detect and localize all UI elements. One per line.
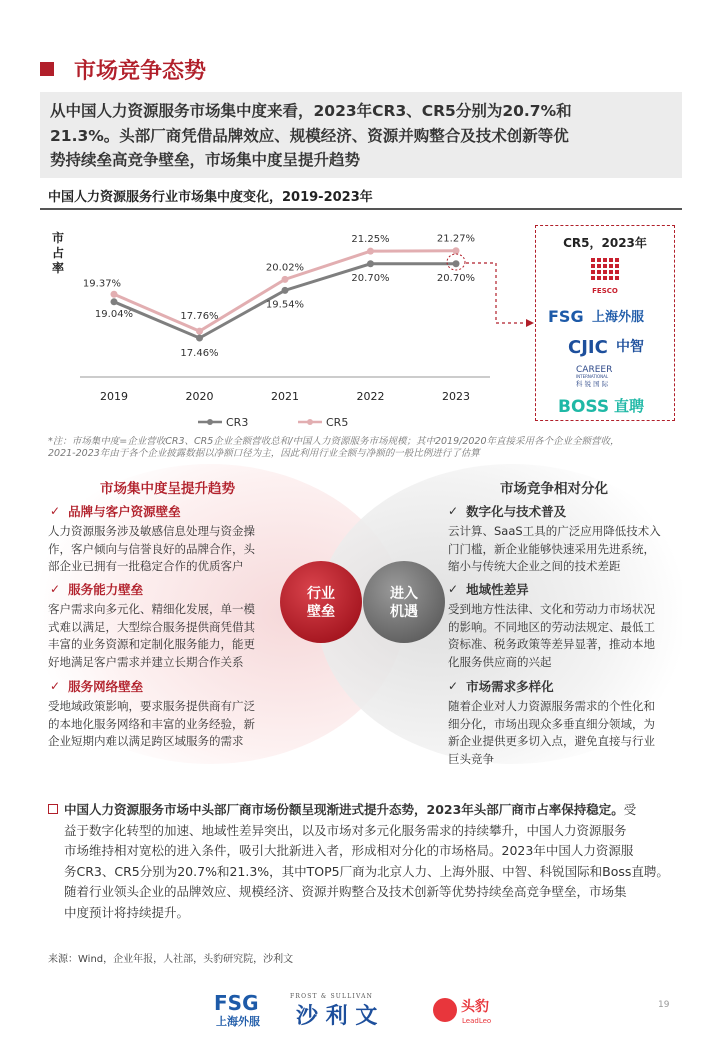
- data-point-cr3: [111, 298, 118, 305]
- bullet-box-icon: [48, 804, 58, 814]
- title-marker: [40, 62, 54, 76]
- chart-title: 中国人力资源服务行业市场集中度变化，2019-2023年: [48, 190, 373, 205]
- x-tick-label: 2022: [356, 390, 385, 403]
- leadleo-logo: [433, 998, 491, 1025]
- venn-right-title: 市场竞争相对分化: [500, 481, 608, 497]
- svg-text:中智: 中智: [616, 339, 644, 355]
- cr5-logo-panel: [535, 225, 675, 421]
- data-label-cr3: 20.70%: [436, 272, 476, 284]
- data-label-cr5: 19.37%: [82, 278, 122, 290]
- svg-text:FROST & SULLIVAN: FROST & SULLIVAN: [290, 993, 374, 1000]
- data-label-cr3: 17.46%: [180, 348, 219, 360]
- check-icon: ✓: [448, 679, 459, 693]
- summary-line-1: 从中国人力资源服务市场集中度来看，2023年CR3、CR5分别为20.7%和: [50, 102, 572, 120]
- page-number: 19: [658, 1000, 670, 1010]
- cjic-logo: [568, 337, 644, 358]
- footer-logos: [0, 990, 720, 1030]
- data-label-cr5: 17.76%: [180, 311, 219, 323]
- data-label-cr3: 19.54%: [265, 299, 305, 311]
- brand-barrier-text: 人力资源服务涉及敏感信息处理与资金操 作，客户倾向与信誉良好的品牌合作，头 部企业已拥有一批稳定合作的优质客户: [48, 524, 255, 573]
- frost-sullivan-logo: [290, 993, 377, 1029]
- svg-text:CJIC: CJIC: [568, 337, 608, 358]
- brand-barrier-heading: ✓ 品牌与客户资源壁垒: [50, 504, 181, 519]
- data-point-cr3: [453, 260, 460, 267]
- digital-tech-text: 云计算、SaaS工具的广泛应用降低技术入 门门槛，新企业能够快速采用先进系统， 缩小与传统大企业之间的技术差距: [448, 524, 661, 573]
- service-barrier-text: 客户需求向多元化、精细化发展，单一模 式难以满足，大型综合服务提供商凭借其 丰富的业务资源和定制化服务能力，能更 好地满足客户需求并建立长期合作关系: [48, 602, 255, 669]
- data-point-cr5: [367, 248, 374, 255]
- fesco-logo: [591, 258, 619, 295]
- data-point-cr3: [196, 335, 203, 342]
- data-label-cr5: 21.27%: [436, 233, 476, 245]
- legend-label-cr3: CR3: [226, 416, 249, 429]
- data-label-cr3: 19.04%: [94, 308, 134, 320]
- legend-marker-cr3: [207, 419, 213, 425]
- x-tick-label: 2023: [442, 390, 470, 403]
- boss-logo: [558, 397, 644, 417]
- data-point-cr5: [282, 276, 289, 283]
- conclusion-paragraph: 中国人力资源服务市场中头部厂商市场份额呈现渐进式提升态势，2023年头部厂商市占率保持稳定。受 益于数字化转型的加速、地域性差异突出，以及市场对多元化服务需求的持续攀升，中国人力资源服务 市场维持相对宽松的进入条件，吸引大批新进入者，形成相对分化的市场格局。2023年中国人力资源服 务CR3、CR5分别为20.7%和21.3%，其中TOP5厂商为北京人力、上海外服、中智、科锐国际和Boss直聘。 随着行业领头企业的品牌效应、规模经济、资源并购整合及技术创新等优势持续垒高竞争壁垒，市场集 中度预计将持续提升。: [48, 800, 678, 923]
- summary-line-2: 21.3%。头部厂商凭借品牌效应、规模经济、资源并购整合及技术创新等优: [50, 126, 569, 145]
- svg-text:直聘: 直聘: [614, 397, 645, 415]
- network-barrier-heading: ✓ 服务网络壁垒: [50, 679, 144, 694]
- regional-diff-text: 受到地方性法律、文化和劳动力市场状况 的影响。不同地区的劳动法规定、最低工 资标准、税务政策等差异显著，推动本地 化服务供应商的兴起: [448, 602, 655, 669]
- demand-diversity-heading: ✓ 市场需求多样化: [448, 679, 554, 694]
- data-label-cr5: 21.25%: [351, 234, 390, 246]
- summary-box: [40, 92, 682, 178]
- concentration-line-chart: [40, 214, 540, 434]
- svg-text:FSG: FSG: [214, 991, 259, 1015]
- check-icon: ✓: [50, 679, 61, 693]
- data-point-cr3: [367, 260, 374, 267]
- page-title: 市场竞争态势: [74, 58, 207, 84]
- conclusion-lead: 中国人力资源服务市场中头部厂商市场份额呈现渐进式提升态势，2023年头部厂商市占率保持稳定。: [64, 802, 624, 817]
- data-point-cr5: [111, 291, 118, 298]
- svg-text:科 锐 国 际: 科 锐 国 际: [576, 380, 609, 388]
- footnote-line-1: *注：市场集中度=企业营收CR3、CR5企业全额营收总和/中国人力资源服务市场规模；其中2019/2020年直接采用各个企业全额营收，: [48, 436, 620, 447]
- y-axis-label: 市占率: [52, 231, 65, 275]
- regional-diff-heading: ✓ 地域性差异: [448, 582, 529, 597]
- svg-text:沙 利 文: 沙 利 文: [296, 1004, 378, 1029]
- fsg-logo: [548, 307, 645, 326]
- service-barrier-heading: ✓ 服务能力壁垒: [50, 582, 144, 597]
- network-barrier-text: 受地域政策影响，要求服务提供商有广泛 的本地化服务网络和丰富的业务经验，新 企业短期内难以满足跨区域服务的需求: [48, 699, 255, 748]
- data-point-cr5: [453, 247, 460, 254]
- demand-diversity-text: 随着企业对人力资源服务需求的个性化和 细分化，市场出现众多垂直细分领域，为 新企业提供更多切入点，避免直接与行业 巨头竞争: [448, 699, 655, 766]
- industry-barrier-label: 行业 壁垒: [307, 586, 335, 620]
- check-icon: ✓: [448, 582, 459, 596]
- section-title: [40, 54, 206, 84]
- footnote-line-2: 2021-2023年由于各个企业披露数据以净额口径为主，因此利用行业全额与净额的一般比例进行了估算: [48, 448, 480, 459]
- data-point-cr5: [196, 328, 203, 335]
- svg-text:FSG: FSG: [548, 307, 584, 326]
- fsg-footer-logo: [214, 991, 261, 1028]
- x-tick-label: 2019: [100, 390, 128, 403]
- svg-text:INTERNATIONAL: INTERNATIONAL: [576, 374, 609, 379]
- entry-opportunity-label: 进入 机遇: [390, 586, 418, 620]
- cr5-panel-title: CR5，2023年: [563, 236, 647, 250]
- venn-left-title: 市场集中度呈提升趋势: [100, 481, 235, 497]
- fesco-text: FESCO: [592, 287, 618, 295]
- source-note: 来源：Wind，企业年报，人社部，头豹研究院，沙利文: [48, 954, 294, 965]
- svg-text:上海外服: 上海外服: [216, 1015, 260, 1028]
- chart-footnote: [48, 436, 678, 460]
- data-label-cr3: 20.70%: [351, 272, 390, 284]
- legend-marker-cr5: [307, 419, 313, 425]
- svg-text:头豹: 头豹: [461, 999, 489, 1015]
- svg-text:LeadLeo: LeadLeo: [462, 1017, 492, 1025]
- legend-label-cr5: CR5: [326, 416, 349, 429]
- svg-text:BOSS: BOSS: [558, 397, 610, 417]
- chart-title-rule: [40, 208, 682, 210]
- data-label-cr5: 20.02%: [265, 262, 305, 274]
- x-tick-label: 2020: [185, 390, 214, 403]
- callout-arrowhead: [526, 319, 534, 327]
- data-point-cr3: [282, 287, 289, 294]
- cr5-logos: [536, 250, 673, 420]
- check-icon: ✓: [448, 504, 459, 518]
- svg-text:上海外服: 上海外服: [592, 310, 645, 325]
- svg-text:CAREER: CAREER: [576, 365, 613, 375]
- x-tick-label: 2021: [271, 390, 299, 403]
- check-icon: ✓: [50, 582, 61, 596]
- career-logo: [576, 365, 612, 388]
- digital-tech-heading: ✓ 数字化与技术普及: [448, 504, 567, 519]
- summary-line-3: 势持续垒高竞争壁垒，市场集中度呈提升趋势: [50, 151, 361, 169]
- check-icon: ✓: [50, 504, 61, 518]
